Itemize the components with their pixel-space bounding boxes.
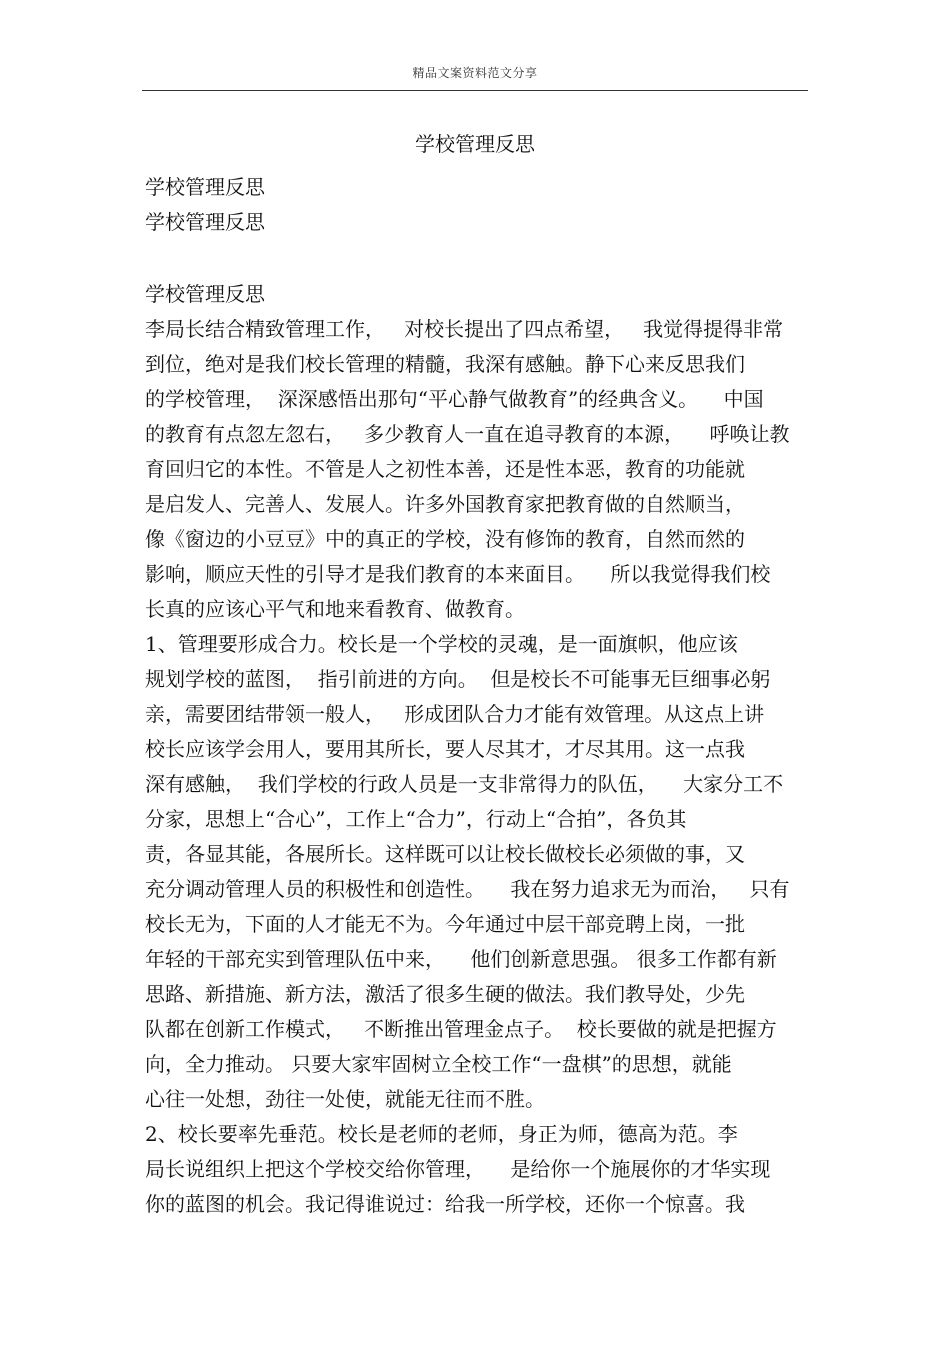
body-line: 李局长结合精致管理工作， 对校长提出了四点希望， 我觉得提得非常 (145, 317, 784, 341)
document-title: 学校管理反思 (415, 132, 535, 156)
body-line: 亲，需要团结带领一般人， 形成团队合力才能有效管理。从这点上讲 (145, 702, 765, 726)
body-line: 分家，思想上“合心”，工作上“合力”，行动上“合拍”，各负其 (145, 807, 687, 831)
body-line: 的教育有点忽左忽右， 多少教育人一直在追寻教育的本源， 呼唤让教 (145, 422, 790, 446)
body-line: 规划学校的蓝图， 指引前进的方向。 但是校长不可能事无巨细事必躬 (145, 667, 771, 691)
body-line: 2、校长要率先垂范。校长是老师的老师，身正为师，德高为范。李 (145, 1122, 738, 1146)
body-line: 责，各显其能，各展所长。这样既可以让校长做校长必须做的事，又 (145, 842, 745, 866)
body-line: 学校管理反思 (145, 282, 265, 306)
body-line: 年轻的干部充实到管理队伍中来， 他们创新意思强。 很多工作都有新 (145, 947, 777, 971)
header-divider (142, 90, 808, 91)
body-line: 的学校管理， 深深感悟出那句“平心静气做教育”的经典含义。 中国 (145, 387, 764, 411)
body-line: 是启发人、完善人、发展人。许多外国教育家把教育做的自然顺当， (145, 492, 745, 516)
body-line: 长真的应该心平气和地来看教育、做教育。 (145, 597, 525, 621)
body-line: 深有感触， 我们学校的行政人员是一支非常得力的队伍， 大家分工不 (145, 772, 784, 796)
body-line: 思路、新措施、新方法，激活了很多生硬的做法。我们教导处，少先 (145, 982, 745, 1006)
body-line: 1、管理要形成合力。校长是一个学校的灵魂，是一面旗帜，他应该 (145, 632, 738, 656)
body-line: 学校管理反思 (145, 175, 265, 199)
body-line: 心往一处想，劲往一处使，就能无往而不胜。 (145, 1087, 545, 1111)
body-line: 学校管理反思 (145, 210, 265, 234)
body-line: 局长说组织上把这个学校交给你管理， 是给你一个施展你的才华实现 (145, 1157, 771, 1181)
body-line: 校长无为，下面的人才能无不为。今年通过中层干部竞聘上岗，一批 (145, 912, 745, 936)
body-line: 影响，顺应天性的引导才是我们教育的本来面目。 所以我觉得我们校 (145, 562, 771, 586)
body-line: 队都在创新工作模式， 不断推出管理金点子。 校长要做的就是把握方 (145, 1017, 777, 1041)
body-line: 育回归它的本性。不管是人之初性本善，还是性本恶，教育的功能就 (145, 457, 745, 481)
body-line: 向，全力推动。 只要大家牢固树立全校工作“一盘棋”的思想，就能 (145, 1052, 732, 1076)
body-line: 到位，绝对是我们校长管理的精髓，我深有感触。静下心来反思我们 (145, 352, 745, 376)
body-line: 校长应该学会用人，要用其所长，要人尽其才，才尽其用。这一点我 (145, 737, 745, 761)
body-line: 充分调动管理人员的积极性和创造性。 我在努力追求无为而治， 只有 (145, 877, 790, 901)
body-line: 像《窗边的小豆豆》中的真正的学校，没有修饰的教育，自然而然的 (145, 527, 745, 551)
body-line: 你的蓝图的机会。我记得谁说过：给我一所学校，还你一个惊喜。我 (145, 1192, 745, 1216)
page-header-text: 精品文案资料范文分享 (412, 66, 538, 80)
